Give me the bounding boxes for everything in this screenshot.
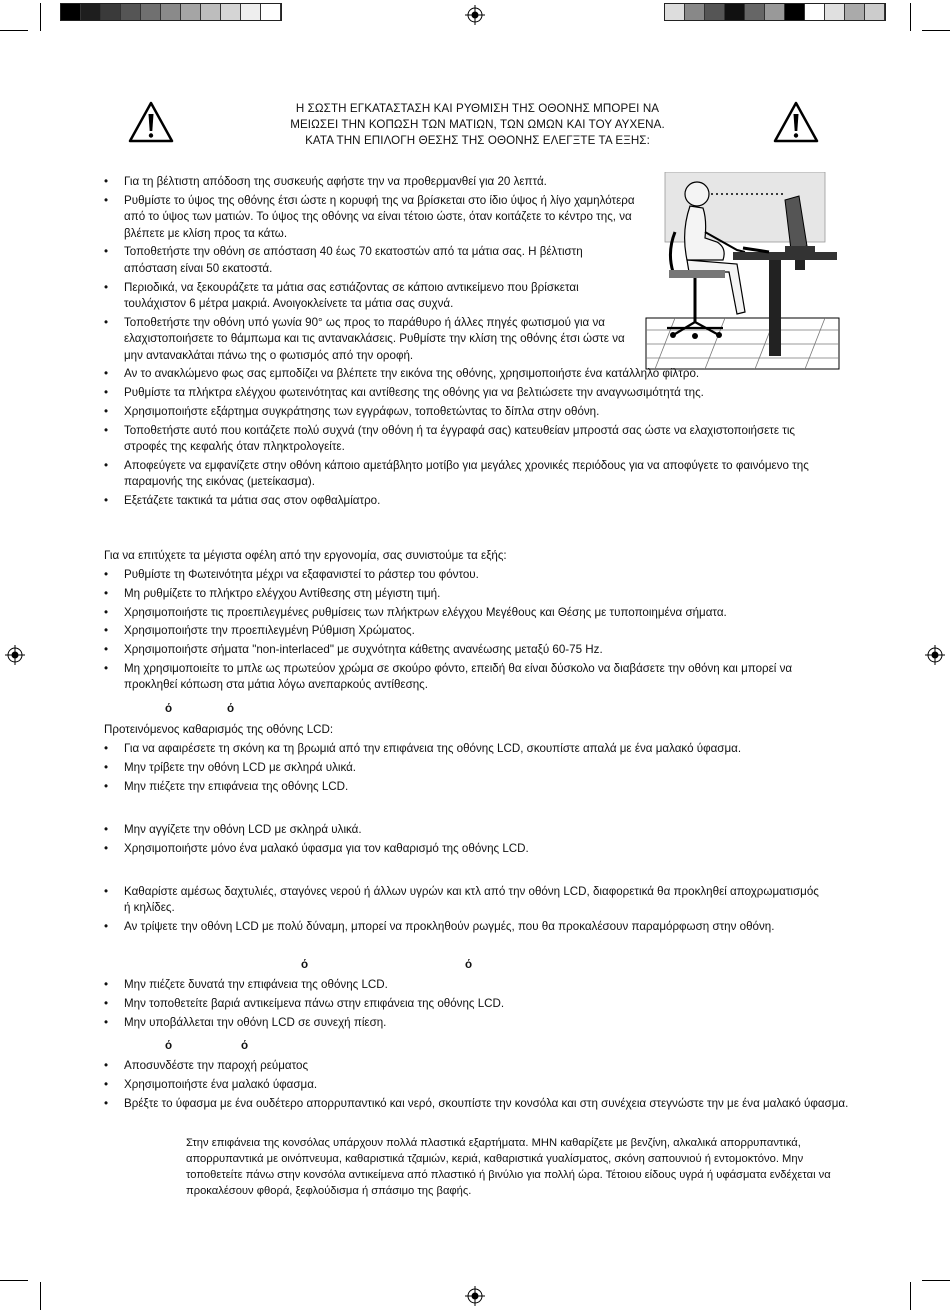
list-item-text: Αποφεύγετε να εμφανίζετε στην οθόνη κάποιο αμετάβλητο μοτίβο για μεγάλες χρονικές περιόδους για να αποφύγετε το φαινόμενο της παραμονής της εικόνας (μετείκασμα). — [124, 459, 809, 489]
list-item-text: Μην πιέζετε δυνατά την επιφάνεια της οθόνης LCD. — [124, 978, 388, 991]
list-item-text: Χρησιμοποιήστε τις προεπιλεγμένες ρυθμίσεις των πλήκτρων ελέγχου Μεγέθους και Θέσης με τυποποιημένα σήματα. — [124, 605, 727, 619]
cleaning-list-4 — [104, 977, 854, 1033]
list-item-text: Αποσυνδέστε την παροχή ρεύματος — [124, 1059, 309, 1072]
ergonomics-intro: Για να επιτύχετε τα μέγιστα οφέλη από την εργονομία, σας συνιστούμε τα εξής: — [104, 549, 507, 562]
list-item-text: Χρησιμοποιήστε ένα μαλακό ύφασμα. — [124, 1077, 318, 1091]
color-bar-left — [60, 3, 282, 21]
list-item — [104, 385, 854, 401]
crosshair-registration-icon — [5, 645, 25, 665]
list-item-text: Μην τοποθετείτε βαριά αντικείμενα πάνω στην επιφάνεια της οθόνης LCD. — [124, 996, 505, 1010]
list-item-text: Τοποθετήστε την οθόνη υπό γωνία 90° ως προς το παράθυρο ή άλλες πηγές φωτισμού για να ελαχιστοποιήσετε το θάμπωμα και τις αντανακλάσεις. Ρυθμίστε την κλίση της οθόνης έτσι ώστε να μην αντανακλάται πάνω της ο φωτισμός από την οροφή. — [124, 315, 625, 362]
warning-triangle-icon — [773, 101, 819, 143]
list-item-text: Ρυθμίστε τα πλήκτρα ελέγχου φωτεινότητας και αντίθεσης της οθόνης για να βελτιώσετε την αναγνωσιμότητά της. — [124, 386, 704, 400]
list-item-text: Χρησιμοποιήστε σήματα "non-interlaced" με συχνότητα κάθετης ανανέωσης μεταξύ 60-75 Hz. — [124, 643, 603, 657]
crosshair-registration-icon — [925, 645, 945, 665]
color-bar-right — [664, 3, 886, 21]
list-item — [104, 1096, 854, 1112]
heading-fragment: ό — [165, 702, 173, 715]
list-item-text: Εξετάζετε τακτικά τα μάτια σας στον οφθαλμίατρο. — [124, 494, 381, 508]
list-item-text: Τοποθετήστε την οθόνη σε απόσταση 40 έως 70 εκατοστών από τα μάτια σας. Η βέλτιστη απόσταση είναι 50 εκατοστά. — [124, 245, 583, 275]
list-item — [104, 996, 854, 1012]
list-item-text: Περιοδικά, να ξεκουράζετε τα μάτια σας εστιάζοντας σε κάποιο αντικείμενο που βρίσκεται τουλάχιστον 6 μέτρα μακριά. Ανοιγοκλείνετε τα μάτια σας συχνά. — [124, 280, 579, 311]
cleaning-note: Στην επιφάνεια της κονσόλας υπάρχουν πολλά πλαστικά εξαρτήματα. ΜΗΝ καθαρίζετε με βενζίνη, αλκαλικά απορρυπαντικά, απορρυπαντικά με οινόπνευμα, καθαριστικά τζαμιών, κεριά, καθαριστικά γυαλίσματος, σκόνη σαπουνιού ή εντομοκτόνο. Μην τοποθετείτε πάνω στην κονσόλα αντικείμενα από πλαστικό ή βινύλιο για πολλή ώρα. Τέτοιου είδους υγρά ή υφάσματα ενδέχεται να προκαλέσουν φθορά, ξεφλούδισμα ή σπάσιμο της βαφής. — [186, 1137, 831, 1197]
cleaning-list-5 — [104, 1058, 854, 1114]
header-line: Η ΣΩΣΤΗ ΕΓΚΑΤΑΣΤΑΣΗ ΚΑΙ ΡΥΘΜΙΣΗ ΤΗΣ ΟΘΟΝΗΣ ΜΠΟΡΕΙ ΝΑ — [295, 102, 660, 115]
list-item-text: Χρησιμοποιήστε εξάρτημα συγκράτησης των εγγράφων, τοποθετώντας το δίπλα στην οθόνη. — [124, 405, 600, 419]
list-item — [104, 174, 652, 190]
crop-mark — [40, 1282, 41, 1310]
cleaning-list-1 — [104, 741, 864, 797]
list-item-text: Μη ρυθμίζετε το πλήκτρο ελέγχου Αντίθεσης στη μέγιστη τιμή. — [124, 586, 441, 600]
list-item — [104, 779, 864, 795]
list-item — [104, 1077, 854, 1093]
crop-mark — [0, 30, 28, 31]
list-item-text: Χρησιμοποιήστε την προεπιλεγμένη Ρύθμιση Χρώματος. — [124, 624, 415, 638]
list-item-text: Ρυθμίστε τη Φωτεινότητα μέχρι να εξαφανιστεί το ράστερ του φόντου. — [124, 568, 479, 581]
list-item — [104, 661, 834, 694]
crosshair-registration-icon — [465, 5, 485, 25]
list-item — [104, 642, 854, 658]
list-item — [104, 244, 634, 277]
list-item — [104, 493, 854, 509]
warning-triangle-icon — [128, 101, 174, 143]
list-item — [104, 423, 834, 456]
list-item-text: Τοποθετήστε αυτό που κοιτάζετε πολύ συχνά (την οθόνη ή τα έγγραφά σας) κατευθείαν μπροστά σας ώστε να ελαχιστοποιήσετε τις στροφές της κεφαλής όταν πληκτρολογείτε. — [124, 423, 796, 454]
list-item — [104, 741, 864, 757]
crop-mark — [922, 1280, 950, 1281]
crosshair-registration-icon — [465, 1286, 485, 1306]
list-item-text: Μη χρησιμοποιείτε το μπλε ως πρωτεύον χρώμα σε σκούρο φόντο, επειδή θα είναι δύσκολο να διαβάσετε την οθόνη και μπορεί να προκληθεί κόπωση στα μάτια λόγω ανεπαρκούς αντίθεσης. — [124, 661, 793, 692]
warning-header — [205, 101, 750, 149]
list-item-text: Μην τρίβετε την οθόνη LCD με σκληρά υλικά. — [124, 760, 357, 774]
list-item-text: Ρυθμίστε το ύψος της οθόνης έτσι ώστε η κορυφή της να βρίσκεται στο ίδιο ύψος ή λίγο χαμηλότερα από το ύψος των ματιών. Το ύψος της οθόνης να είναι τέτοιο ώστε, όταν κοιτάζετε το κέντρο της, να βλέπετε με κλίση προς τα κάτω. — [124, 193, 635, 240]
list-item — [104, 404, 854, 420]
list-item — [104, 822, 854, 838]
list-item-text: Βρέξτε το ύφασμα με ένα ουδέτερο απορρυπαντικό και νερό, σκουπίστε την κονσόλα και στη συνέχεια στεγνώστε την με ένα μαλακό ύφασμα. — [124, 1096, 849, 1110]
header-line: ΜΕΙΩΣΕΙ ΤΗΝ ΚΟΠΩΣΗ ΤΩΝ ΜΑΤΙΩΝ, ΤΩΝ ΩΜΩΝ ΚΑΙ ΤΟΥ ΑΥΧΕΝΑ. — [290, 118, 665, 131]
list-item — [104, 586, 854, 602]
heading-fragment: ό — [227, 702, 235, 715]
crop-mark — [910, 3, 911, 31]
list-item — [104, 1015, 854, 1031]
list-item-text: Αν τρίψετε την οθόνη LCD με πολύ δύναμη, μπορεί να προκληθούν ρωγμές, που θα προκαλέσουν παραμόρφωση στην οθόνη. — [124, 920, 775, 934]
heading-fragment: ό — [165, 1039, 173, 1052]
heading-fragment: ό — [241, 1039, 249, 1052]
list-item — [104, 760, 864, 776]
list-item — [104, 623, 854, 639]
crop-mark — [910, 1282, 911, 1310]
cleaning-list-2 — [104, 822, 854, 860]
list-item — [104, 567, 854, 583]
list-item — [104, 1058, 854, 1074]
list-item — [104, 280, 634, 313]
list-item-text: Μην πιέζετε την επιφάνεια της οθόνης LCD. — [124, 779, 349, 793]
cleaning-list-3 — [104, 884, 824, 938]
heading-fragment: ό — [465, 958, 473, 971]
list-item-text: Για να αφαιρέσετε τη σκόνη κα τη βρωμιά από την επιφάνεια της οθόνης LCD, σκουπίστε απαλά με ένα μαλακό ύφασμα. — [124, 742, 742, 755]
header-line: ΚΑΤΑ ΤΗΝ ΕΠΙΛΟΓΗ ΘΕΣΗΣ ΤΗΣ ΟΘΟΝΗΣ ΕΛΕΓΞΤΕ ΤΑ ΕΞΗΣ: — [305, 134, 650, 147]
list-item — [104, 884, 824, 917]
heading-fragment: ό — [301, 958, 309, 971]
list-item — [104, 458, 824, 491]
list-item — [104, 977, 854, 993]
list-item — [104, 605, 854, 621]
crop-mark — [40, 3, 41, 31]
list-item — [104, 366, 854, 382]
list-item-text: Για τη βέλτιστη απόδοση της συσκευής αφήστε την να προθερμανθεί για 20 λεπτά. — [124, 175, 547, 188]
list-item-text: Μην αγγίζετε την οθόνη LCD με σκληρά υλικά. — [124, 823, 362, 836]
list-item — [104, 841, 854, 857]
list-item — [104, 919, 824, 935]
crop-mark — [0, 1280, 28, 1281]
list-item-text: Αν το ανακλώμενο φως σας εμποδίζει να βλέπετε την εικόνα της οθόνης, χρησιμοποιήστε ένα κατάλληλο φίλτρο. — [124, 367, 700, 381]
list-item — [104, 193, 644, 242]
setup-tips-list — [104, 174, 854, 512]
list-item-text: Καθαρίστε αμέσως δαχτυλιές, σταγόνες νερού ή άλλων υγρών και κτλ από την οθόνη LCD, διαφορετικά θα προκληθεί αποχρωματισμός ή κηλίδες. — [124, 885, 819, 915]
crop-mark — [922, 30, 950, 31]
list-item-text: Χρησιμοποιήστε μόνο ένα μαλακό ύφασμα για τον καθαρισμό της οθόνης LCD. — [124, 841, 529, 855]
list-item-text: Μην υποβάλλεται την οθόνη LCD σε συνεχή πίεση. — [124, 1015, 387, 1029]
list-item — [104, 315, 634, 364]
ergonomics-list — [104, 567, 854, 696]
cleaning-intro: Προτεινόμενος καθαρισμός της οθόνης LCD: — [104, 723, 334, 736]
